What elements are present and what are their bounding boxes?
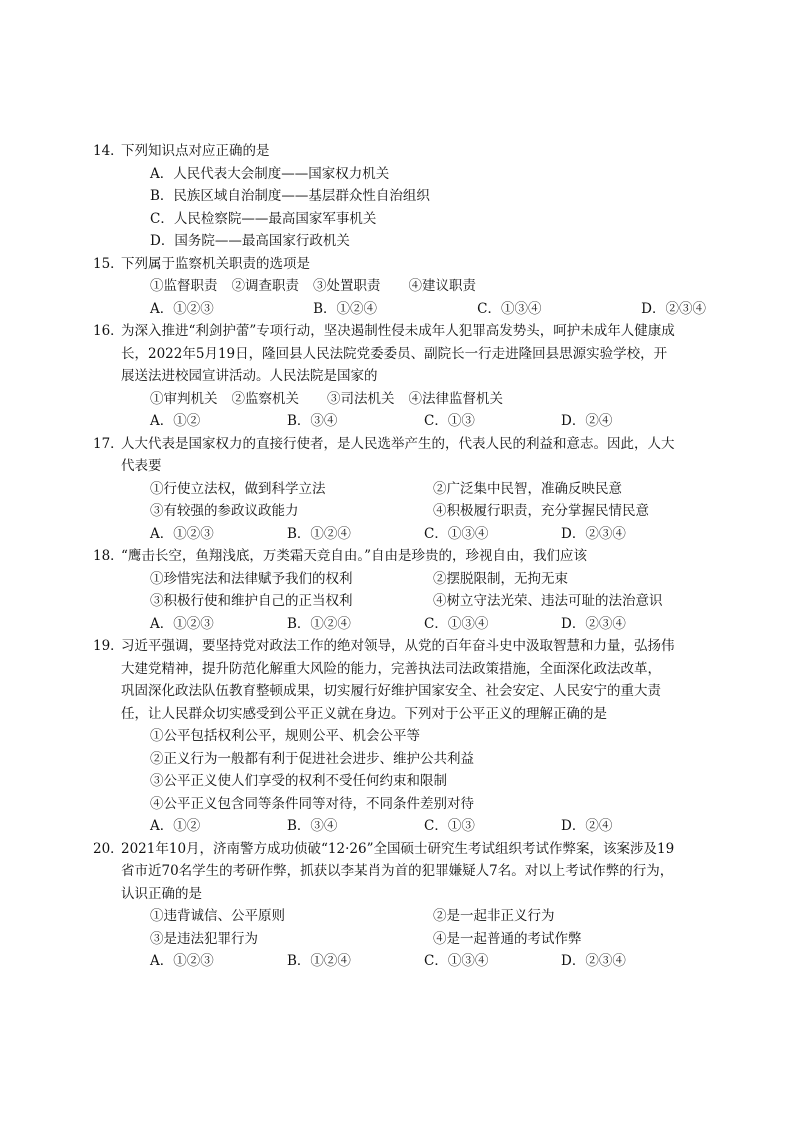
question-20 [93, 838, 706, 973]
answer-b: B．③④ [287, 818, 338, 834]
answer-c: C．①③④ [424, 525, 489, 542]
answer-d: D．②④ [561, 818, 613, 834]
item-2: ②调查职责 [231, 278, 299, 294]
answer-c: C．①③④ [424, 615, 489, 632]
answer-d: D．②③④ [561, 615, 626, 632]
answer-a: A．①②③ [150, 525, 214, 542]
item-3: ③司法机关 [327, 390, 395, 407]
question-number: 20． [93, 840, 124, 857]
answer-b: B．①②④ [287, 525, 351, 542]
question-stem-line: 认识正确的是 [121, 885, 202, 902]
item-1: ①监督职责 [150, 278, 218, 294]
question-number: 14． [93, 143, 124, 159]
item-4: ④树立守法光荣、违法可耻的法治意识 [433, 593, 663, 609]
item-3: ③有较强的参政议政能力 [150, 503, 299, 519]
question-stem-line: 巩固深化政法队伍教育整顿成果，切实履行好维护国家安全、社会安定、人民安宁的重大责 [121, 683, 661, 699]
answer-d: D．②④ [561, 413, 613, 429]
item-4: ④积极履行职责，充分掌握民情民意 [433, 503, 649, 519]
answer-d: D．②③④ [641, 300, 706, 317]
answer-a: A．①②③ [150, 300, 214, 317]
option-d: D．国务院——最高国家行政机关 [150, 233, 350, 249]
answer-c: C．①③④ [477, 300, 542, 317]
item-2: ②监察机关 [231, 390, 299, 407]
items-row [121, 478, 706, 501]
answer-b: B．③④ [287, 413, 338, 429]
item-2: ②是一起非正义行为 [433, 908, 555, 924]
answers-row [121, 950, 706, 973]
items-row [121, 568, 706, 591]
question-stem: 下列属于监察机关职责的选项是 [121, 255, 310, 272]
question-stem-line: 长，2022年5月19日，隆回县人民法院党委委员、副院长一行走进隆回县思源实验学校，开 [121, 345, 668, 362]
item-1: ①审判机关 [150, 390, 218, 407]
answer-a: A．①② [150, 413, 201, 429]
items-row [121, 275, 706, 298]
item-4: ④建议职责 [408, 278, 476, 294]
answer-a: A．①② [150, 818, 201, 834]
items-row [121, 928, 706, 951]
exam-page [93, 140, 706, 973]
item-4: ④法律监督机关 [408, 390, 503, 407]
question-stem-line: 代表要 [121, 458, 162, 474]
question-15 [93, 253, 706, 321]
item-2: ②正义行为一般都有利于促进社会进步、维护公共利益 [150, 750, 474, 767]
question-stem-line: 大建党精神，提升防范化解重大风险的能力，完善执法司法政策措施，全面深化政法改革， [121, 660, 661, 677]
answer-c: C．①③ [424, 413, 475, 429]
answers-row [121, 410, 706, 433]
answers-row [121, 298, 706, 321]
item-1: ①违背诚信、公平原则 [150, 908, 285, 924]
question-number: 16． [93, 323, 124, 339]
item-1: ①行使立法权，做到科学立法 [150, 480, 326, 497]
question-stem-line: 为深入推进“利剑护蕾”专项行动，坚决遏制性侵未成年人犯罪高发势头，呵护未成年人健康成 [121, 323, 675, 339]
question-stem-line: 展送法进校园宣讲活动。人民法院是国家的 [121, 368, 378, 384]
question-stem-line: 省市近70名学生的考研作弊，抓获以李某肖为首的犯罪嫌疑人7名。对以上考试作弊的行为， [121, 863, 674, 879]
items-row [121, 590, 706, 613]
item-3: ③处置职责 [313, 278, 381, 294]
question-number: 19． [93, 638, 124, 654]
question-stem-line: 任，让人民群众切实感受到公平正义就在身边。下列对于公平正义的理解正确的是 [121, 705, 607, 722]
question-stem: 下列知识点对应正确的是 [121, 143, 270, 159]
question-stem-line: 2021年10月，济南警方成功侦破“12·26”全国硕士研究生考试组织考试作弊案，该案涉及19 [121, 840, 675, 857]
item-3: ③积极行使和维护自己的正当权利 [150, 593, 353, 609]
question-number: 15． [93, 255, 124, 272]
question-18 [93, 545, 706, 635]
item-2: ②摆脱限制，无拘无束 [433, 570, 568, 587]
item-4: ④是一起普通的考试作弊 [433, 930, 582, 947]
question-19 [93, 635, 706, 838]
item-2: ②广泛集中民智，准确反映民意 [433, 480, 622, 497]
answer-c: C．①③④ [424, 953, 489, 969]
answers-row [121, 523, 706, 546]
item-3: ③是违法犯罪行为 [150, 930, 258, 947]
option-a: A．人民代表大会制度——国家权力机关 [150, 165, 390, 182]
option-b: B．民族区域自治制度——基层群众性自治组织 [150, 188, 430, 204]
option-c: C．人民检察院——最高国家军事机关 [150, 210, 377, 227]
question-number: 18． [93, 548, 124, 564]
answer-b: B．①②④ [287, 953, 351, 969]
items-row [121, 500, 706, 523]
answer-d: D．②③④ [561, 953, 626, 969]
question-stem-line: 人大代表是国家权力的直接行使者，是人民选举产生的，代表人民的利益和意志。因此，人大 [121, 435, 675, 452]
answer-c: C．①③ [424, 818, 475, 834]
answer-a: A．①②③ [150, 615, 214, 632]
item-4: ④公平正义包含同等条件同等对待，不同条件差别对待 [150, 795, 474, 812]
item-1: ①珍惜宪法和法律赋予我们的权利 [150, 570, 353, 587]
answer-b: B．①②④ [313, 300, 377, 317]
question-stem: “鹰击长空，鱼翔浅底，万类霜天竞自由。”自由是珍贵的，珍视自由，我们应该 [121, 548, 588, 564]
items-row [121, 388, 706, 411]
item-1: ①公平包括权利公平，规则公平、机会公平等 [150, 728, 420, 744]
answers-row [121, 613, 706, 636]
answer-a: A．①②③ [150, 953, 214, 969]
question-stem-line: 习近平强调，要坚持党对政法工作的绝对领导，从党的百年奋斗史中汲取智慧和力量，弘扬伟 [121, 638, 675, 654]
question-14 [93, 140, 706, 253]
question-number: 17． [93, 435, 124, 452]
answers-row [121, 815, 706, 838]
items-row [121, 905, 706, 928]
answer-b: B．①②④ [287, 615, 351, 632]
question-16 [93, 320, 706, 433]
item-3: ③公平正义使人们享受的权利不受任何约束和限制 [150, 773, 447, 789]
question-17 [93, 433, 706, 546]
answer-d: D．②③④ [561, 525, 626, 542]
